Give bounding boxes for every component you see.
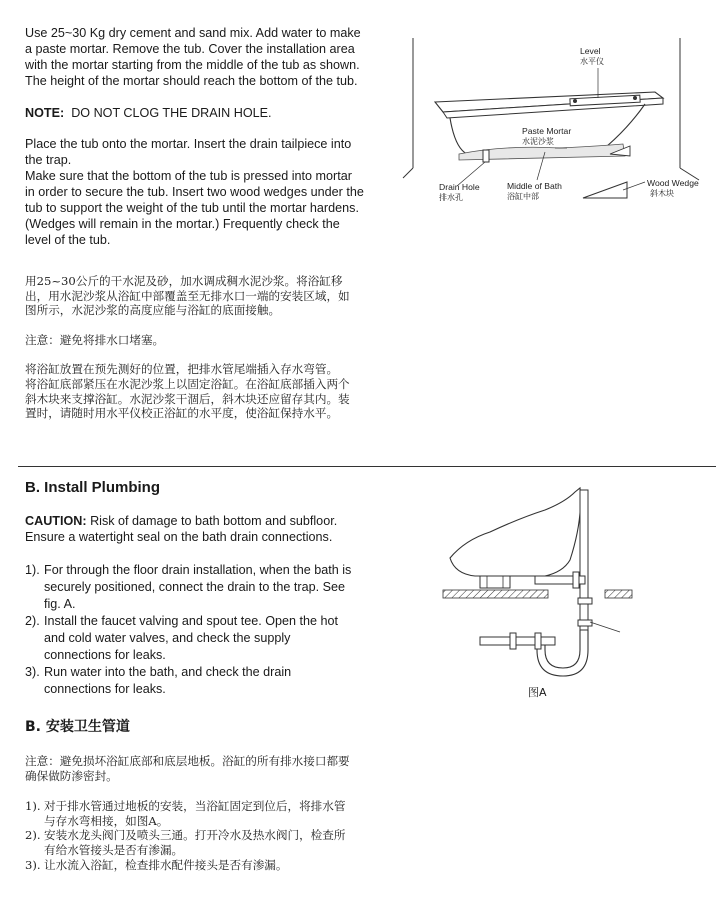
figure-a-caption: 图A: [528, 686, 547, 699]
overflow-pipe: [580, 490, 588, 630]
plumbing-steps-cn: [25, 799, 357, 872]
place-tub-paragraph: Place the tub onto the mortar. Insert the drain tailpiece into the trap.: [25, 137, 352, 167]
tub-mortar-figure: [395, 20, 715, 215]
note-text: DO NOT CLOG THE DRAIN HOLE.: [71, 106, 272, 120]
section-divider: [18, 466, 716, 467]
drain-hole-label: Drain Hole: [439, 182, 480, 192]
tub-install-instructions-cn: [25, 274, 361, 421]
caution-cn: 注意：避免损坏浴缸底部和底层地板。浴缸的所有排水接口都要确保做防渗密封。: [25, 754, 350, 783]
plumbing-steps: [25, 562, 360, 698]
wood-wedge-label: Wood Wedge: [647, 178, 699, 188]
paste-mortar-label: Paste Mortar: [522, 126, 572, 136]
place-tub-paragraph-cn: 将浴缸放置在预先测好的位置，把排水管尾端插入存水弯管。: [25, 362, 339, 377]
bathtub-outline: [450, 488, 581, 576]
paste-mortar-label-cn: 水泥沙浆: [522, 137, 554, 146]
plumbing-heading-cn: B. 安装卫生管道: [25, 719, 130, 735]
middle-of-bath-label-cn: 浴缸中部: [507, 192, 539, 201]
note-label: NOTE:: [25, 106, 65, 120]
drain-plumbing-figure: [435, 480, 650, 685]
secure-tub-paragraph-cn: 将浴缸底部紧压在水泥沙浆上以固定浴缸。在浴缸底部插入两个斜木块来支撑浴缸。水泥沙浆干涸后，斜木块还应留存其内。装置时，请随时用水平仪校正浴缸的水平度，使浴缸保持水平。: [25, 376, 350, 421]
wood-wedge: [583, 182, 627, 198]
level-label: Level: [580, 46, 601, 56]
step-1-cn: 1). 对于排水管通过地板的安装，当浴缸固定到位后，将排水管与存水弯相接，如图A。: [25, 799, 346, 828]
wood-wedge-label-cn: 斜木块: [650, 189, 674, 198]
step-2: 2). Install the faucet valving and spout tee. Open the hot and cold water valves, and check the supply connections for leaks.: [25, 614, 339, 662]
note-line: [25, 105, 365, 121]
waste-arm: [480, 637, 555, 645]
step-2-cn: 2). 安装水龙头阀门及喷头三通。打开冷水及热水阀门，检查所有给水管接头是否有渗漏。: [25, 828, 346, 857]
step-1: 1). For through the floor drain installation, when the bath is securely positioned, connect the drain to the trap. See fig. A.: [25, 563, 352, 611]
level-label-cn: 水平仪: [580, 57, 604, 66]
caution-label: CAUTION:: [25, 514, 87, 528]
subfloor-right: [605, 590, 632, 598]
mortar-paragraph-cn: 用25~30公斤的干水泥及砂，加水调成稠水泥沙浆。将浴缸移出，用水泥沙浆从浴缸中部覆盖至无排水口一端的安装区域，如图所示，水泥沙浆的高度应能与浴缸的底面接触。: [25, 274, 350, 318]
middle-of-bath-label: Middle of Bath: [507, 181, 562, 191]
drain-hole-mark: [483, 150, 489, 162]
subfloor-left: [443, 590, 548, 598]
drain-hole-label-cn: 排水孔: [439, 193, 463, 202]
plumbing-instructions: [25, 513, 360, 698]
note-cn: 注意：避免将排水口堵塞。: [25, 332, 165, 347]
caution-block: [25, 513, 360, 545]
mortar-paragraph: Use 25~30 Kg dry cement and sand mix. Add water to make a paste mortar. Remove the tub. Cover the installation area with the mortar starting from the middle of the tub as shown. The height of the mortar should reach the bottom of the tub.: [25, 26, 361, 88]
tub-install-instructions: [25, 25, 365, 248]
plumbing-instructions-cn: [25, 754, 357, 872]
plumbing-heading: B. Install Plumbing: [25, 479, 161, 496]
secure-tub-paragraph: Make sure that the bottom of the tub is pressed into mortar in order to secure the tub. Insert two wood wedges under the tub to support the weight of the tub until the mortar hardens. (Wedges will remain in the mortar.) Frequently check the level of the tub.: [25, 169, 364, 247]
step-3-cn: 3). 让水流入浴缸，检查排水配件接头是否有渗漏。: [25, 857, 288, 872]
caution-text: Risk of damage to bath bottom and subfloor. Ensure a watertight seal on the bath drain connections.: [25, 514, 338, 544]
step-3: 3). Run water into the bath, and check the drain connections for leaks.: [25, 665, 292, 696]
p-trap: [545, 630, 580, 668]
